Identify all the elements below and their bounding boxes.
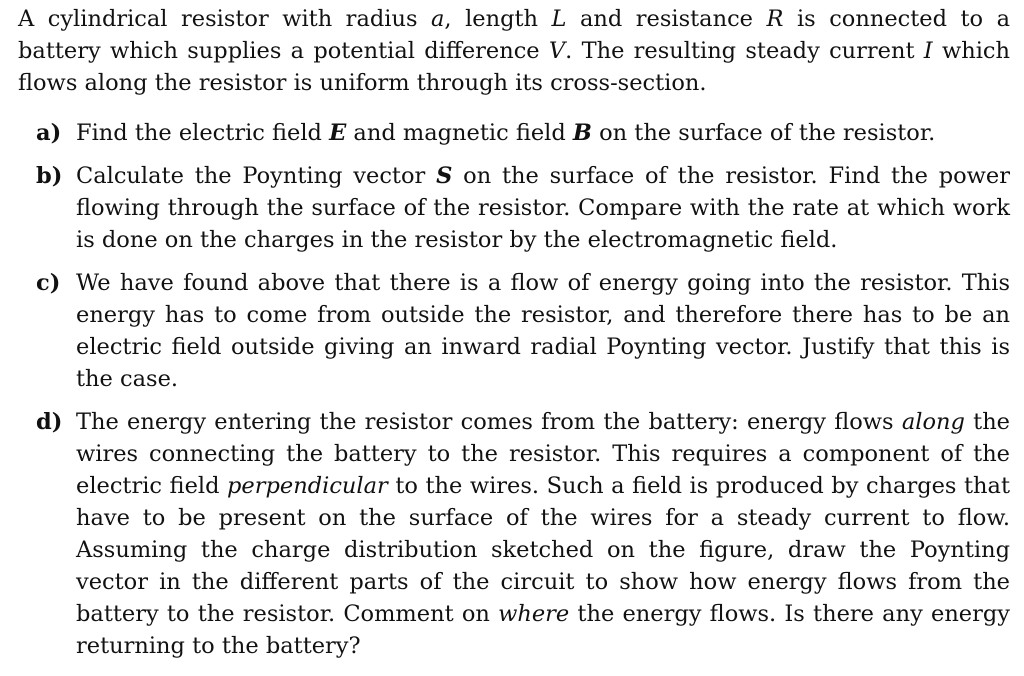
question-part-c xyxy=(18,267,1010,395)
part-c-text xyxy=(76,267,1010,395)
part-b-text-1: Calculate the Poynting vector xyxy=(76,163,437,189)
question-part-b xyxy=(18,160,1010,256)
part-d-text xyxy=(76,406,1010,662)
intro-text-5: . The resulting steady current xyxy=(565,38,924,64)
symbol-R: R xyxy=(766,6,784,32)
part-b-label: b) xyxy=(36,163,63,189)
emphasis-along: along xyxy=(901,409,965,435)
intro-text-4: is connected to a battery which supplies a potential difference xyxy=(18,6,1010,64)
symbol-V: V xyxy=(548,38,566,64)
part-d-text-2: the wires connecting the battery to the resistor. This requires a component of the electric field xyxy=(76,409,1010,499)
part-d-label: d) xyxy=(36,409,63,435)
symbol-L: L xyxy=(551,6,567,32)
symbol-I: I xyxy=(923,38,933,64)
problem-intro xyxy=(18,3,1010,99)
part-d-text-4: the energy flows. Is there any energy returning to the battery? xyxy=(76,601,1010,659)
part-d-text-1: The energy entering the resistor comes from the battery: energy flows xyxy=(76,409,902,435)
vector-E: E xyxy=(329,120,347,146)
intro-text-3: and resistance xyxy=(566,6,767,32)
part-c-label: c) xyxy=(36,270,61,296)
symbol-a: a xyxy=(431,6,445,32)
part-c-text-1: We have found above that there is a flow of energy going into the resistor. This energy has to come from outside the resistor, and therefore there has to be an electric field outside giving an inward radial Poynting vector. Justify that this is the case. xyxy=(76,270,1010,392)
question-part-a xyxy=(18,117,1010,149)
part-d-text-3: to the wires. Such a field is produced by charges that have to be present on the surface of the wires for a steady current to flow. Assuming the charge distribution sketched on the figure, draw the Poynting vector in the different parts of the circuit to show how energy flows from the battery to the resistor. Comment on xyxy=(76,473,1010,627)
emphasis-where: where xyxy=(498,601,570,627)
part-a-text xyxy=(76,117,1010,149)
part-b-text xyxy=(76,160,1010,256)
part-a-text-2: and magnetic field xyxy=(346,120,573,146)
intro-text-1: A cylindrical resistor with radius xyxy=(18,6,431,32)
vector-S: S xyxy=(436,163,453,189)
part-a-text-3: on the surface of the resistor. xyxy=(591,120,936,146)
intro-text-2: , length xyxy=(444,6,552,32)
question-part-d xyxy=(18,406,1010,662)
part-a-label: a) xyxy=(36,120,62,146)
emphasis-perpendicular: perpendicular xyxy=(227,473,388,499)
part-a-text-1: Find the electric field xyxy=(76,120,330,146)
intro-text-6: which flows along the resistor is uniform through its cross-section. xyxy=(18,38,1010,96)
question-parts-list xyxy=(18,117,1010,662)
vector-B: B xyxy=(572,120,592,146)
part-b-text-2: on the surface of the resistor. Find the power flowing through the surface of the resistor. Compare with the rate at which work is done on the charges in the resistor by the electromagnetic field. xyxy=(76,163,1010,253)
